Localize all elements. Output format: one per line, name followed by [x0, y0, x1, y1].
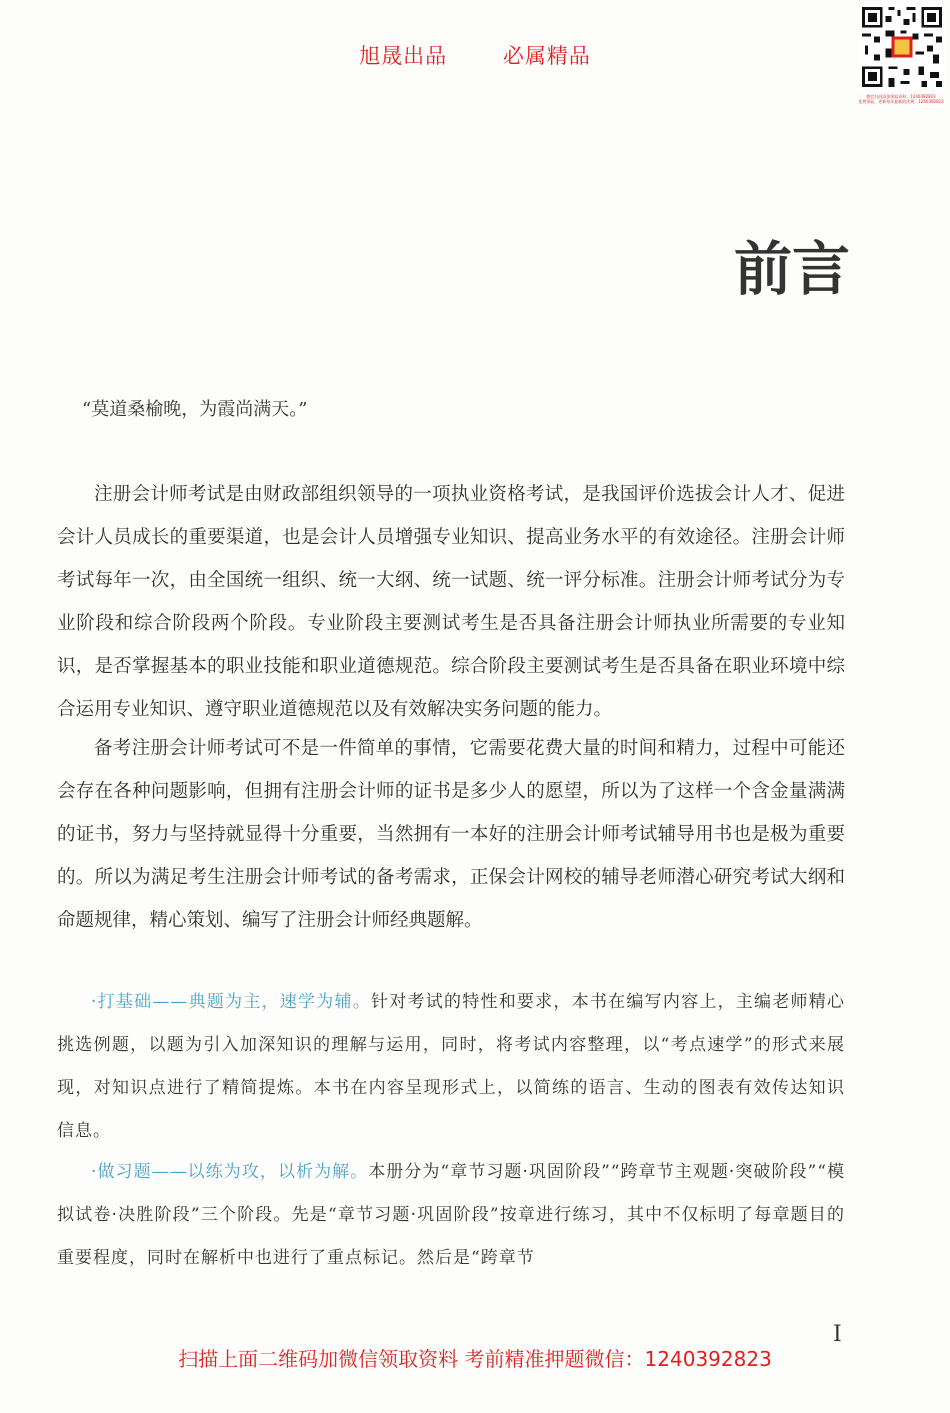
feature-bullet-1 [57, 981, 845, 1153]
body-paragraph-2: 备考注册会计师考试可不是一件简单的事情，它需要花费大量的时间和精力，过程中可能还会存在各种问题影响，但拥有注册会计师的证书是多少人的愿望，所以为了这样一个含金量满满的证书，努力与坚持就显得十分重要，当然拥有一本好的注册会计师考试辅导用书也是极为重要的。所以为满足考生注册会计师考试的备考需求，正保会计网校的辅导老师潜心研究考试大纲和命题规律，精心策划、编写了注册会计师经典题解。 [57, 738, 845, 931]
qr-code-icon [859, 4, 945, 90]
header-banner [0, 40, 950, 70]
header-right-text: 必属精品 [502, 44, 591, 68]
qr-caption [855, 94, 947, 104]
qr-caption-line2: 免费领取，更新每年最新的法规：1240392823 [858, 99, 944, 104]
page-title: 前言 [733, 235, 850, 303]
epigraph: “莫道桑榆晚，为霞尚满天。” [82, 399, 308, 420]
qr-code-block[interactable] [855, 4, 947, 108]
feature-bullet-2-body: 本册分为“章节习题·巩固阶段”“跨章节主观题·突破阶段”“模拟试卷·决胜阶段”三个阶段。先是“章节习题·巩固阶段”按章进行练习，其中不仅标明了每章题目的重要程度，同时在解析中也进行了重点标记。然后是“跨章节 [57, 1162, 846, 1268]
feature-bullet-1-lead: ·打基础——典题为主，速学为辅。 [91, 992, 372, 1012]
header-left-text: 旭晟出品 [359, 44, 448, 68]
body-paragraph-1: 注册会计师考试是由财政部组织领导的一项执业资格考试，是我国评价选拔会计人才、促进会计人员成长的重要渠道，也是会计人员增强专业知识、提高业务水平的有效途径。注册会计师考试每年一次，由全国统一组织、统一大纲、统一试题、统一评分标准。注册会计师考试分为专业阶段和综合阶段两个阶段。专业阶段主要测试考生是否具备注册会计师执业所需要的专业知识，是否掌握基本的职业技能和职业道德规范。综合阶段主要测试考生是否具备在职业环境中综合运用专业知识、遵守职业道德规范以及有效解决实务问题的能力。 [57, 484, 845, 720]
feature-bullet-2-lead: ·做习题——以练为攻，以析为解。 [91, 1162, 369, 1182]
footer-banner: 扫描上面二维码加微信领取资料 考前精准押题微信：1240392823 [178, 1347, 772, 1371]
feature-bullet-1-body: 针对考试的特性和要求，本书在编写内容上，主编老师精心挑选例题，以题为引入加深知识的理解与运用，同时，将考试内容整理，以“考点速学”的形式来展现，对知识点进行了精简提炼。本书在内容呈现形式上，以简练的语言、生动的图表有效传达知识信息。 [57, 992, 846, 1141]
page-number: I [833, 1322, 842, 1347]
qr-caption-line1: 微信扫码添加领取资料：1240392823 [866, 94, 936, 99]
feature-bullet-2 [57, 1151, 845, 1280]
